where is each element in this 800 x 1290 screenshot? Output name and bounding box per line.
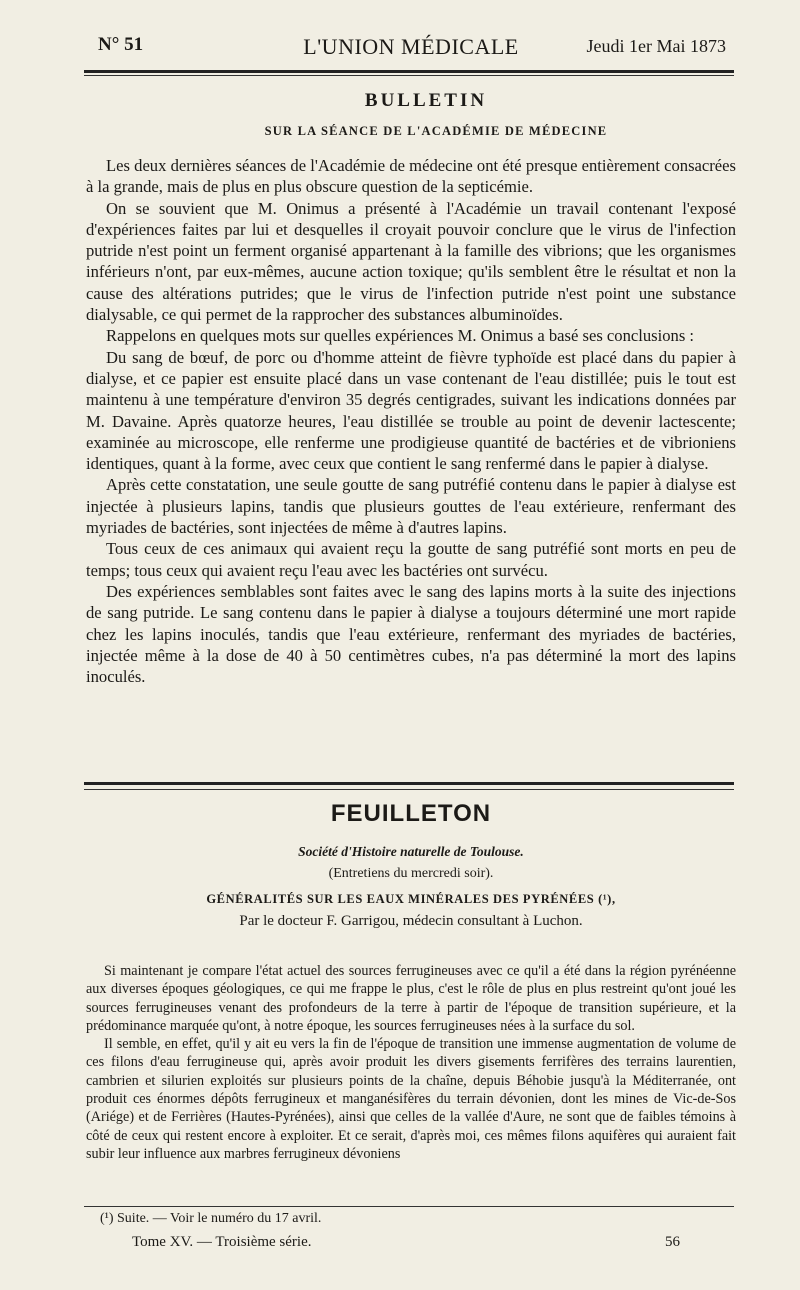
bulletin-paragraph: On se souvient que M. Onimus a présenté à l'Académie un travail contenant l'exposé d'expériences faites par lui et desquelles il croyait pouvoir conclure que le virus de l'infection putride n'est point un ferment organisé appartenant à la famille des vibrions; que les organismes inférieurs n'ont, par eux-mêmes, aucune action toxique; qu'ils semblent être le résultat et non la cause des altérations putrides; que le virus de l'infection putride n'est point une substance dialysable, ce qui permet de la rapprocher des substances albuminoïdes. [86, 198, 736, 325]
masthead-rule [84, 70, 734, 73]
feuilleton-header [86, 800, 736, 930]
feuilleton-rule [84, 782, 734, 785]
issue-number: N° 51 [98, 34, 144, 55]
society-note: (Entretiens du mercredi soir). [328, 866, 494, 881]
feuilleton-paragraph: Si maintenant je compare l'état actuel des sources ferrugineuses avec ce qu'il a été dans la région pyrénéenne aux diverses époques géologiques, ce qui me frappe le plus, c'est le rôle de plus en plus restreint qu'ont joué les sources ferrugineuses venant des profondeurs de la terre à partir de l'époque de transition supérieure, et la prédominance marquée qu'ont, à notre époque, les sources ferrugineuses nées à la surface du sol. [86, 963, 736, 1034]
feuilleton-title: FEUILLETON [330, 800, 492, 827]
masthead-rule-thin [84, 75, 734, 76]
feuilleton-rule-thin [84, 789, 734, 790]
journal-title: L'UNION MÉDICALE [303, 34, 519, 59]
bulletin-title: BULLETIN [364, 90, 488, 111]
feuilleton-paragraph: Il semble, en effet, qu'il y ait eu vers la fin de l'époque de transition une immense augmentation de volume de ces filons d'eau ferrugineuse qui, après avoir produit les divers gisements ferrifères des terrains laurentien, cambrien et silurien exploités sur plusieurs points de la chaîne, depuis Béhobie jusqu'à la Méditerranée, ont produit ces énormes dépôts ferrugineux et manganésifères du terrain dévonien, dont les mines de Vic-de-Sos (Ariége) et de Ferrières (Hautes-Pyrénées), ainsi que celles de la vallée d'Aure, ne sont que de faibles témoins à côté de ceux qui restent encore à exploiter. Et ce serait, d'après moi, ces mêmes filons aquifères qui auraient fait subir leur influence aux marbres ferrugineux dévoniens [86, 1036, 736, 1162]
bulletin-paragraph: Les deux dernières séances de l'Académie de médecine ont été presque entièrement consacrées à la grande, mais de plus en plus obscure question de la septicémie. [86, 156, 736, 197]
bulletin-paragraph: Après cette constatation, une seule goutte de sang putréfié contenu dans le papier à dialyse est injectée à plusieurs lapins, tandis que plusieurs gouttes de l'eau extérieure, renfermant des myriades de bactéries, sont injectées de même à d'autres lapins. [86, 475, 736, 538]
article-title: GÉNÉRALITÉS SUR LES EAUX MINÉRALES DES PYRÉNÉES (¹), [206, 892, 616, 906]
issue-date: Jeudi 1er Mai 1873 [586, 36, 726, 56]
bulletin-paragraph: Rappelons en quelques mots sur quelles expériences M. Onimus a basé ses conclusions : [106, 326, 695, 346]
feuilleton-text [86, 962, 736, 1163]
bulletin-text [86, 155, 736, 687]
bulletin-paragraph: Tous ceux de ces animaux qui avaient reçu la goutte de sang putréfié sont morts en peu de temps; tous ceux qui avaient reçu l'eau avec les bactéries ont survécu. [86, 539, 736, 580]
bulletin-header [86, 90, 736, 139]
bulletin-paragraph: Des expériences semblables sont faites avec le sang des lapins morts à la suite des injections de sang putride. Le sang contenu dans le papier à dialyse a toujours déterminé une mort rapide chez les lapins inoculés, tandis que l'eau extérieure, renfermant des myriades de bactéries, injectée même à la dose de 40 à 50 centimètres cubes, n'a pas déterminé la mort des lapins inoculés. [86, 581, 736, 687]
masthead [86, 34, 736, 62]
page-number: 56 [665, 1234, 680, 1250]
footnote: (¹) Suite. — Voir le numéro du 17 avril. [100, 1211, 322, 1226]
bulletin-subtitle: SUR LA SÉANCE DE L'ACADÉMIE DE MÉDECINE [264, 124, 608, 138]
tome-label: Tome XV. — Troisième série. [132, 1234, 312, 1250]
footnote-rule [84, 1206, 734, 1207]
society-name: Société d'Histoire naturelle de Toulouse. [298, 844, 524, 859]
author-line: Par le docteur F. Garrigou, médecin consultant à Luchon. [239, 913, 583, 929]
bulletin-paragraph: Du sang de bœuf, de porc ou d'homme atteint de fièvre typhoïde est placé dans du papier à dialyse, et ce papier est ensuite placé dans un vase contenant de l'eau distillée; puis le tout est maintenu à une température d'environ 35 degrés centigrades, suivant les indications données par M. Davaine. Après quatorze heures, l'eau distillée se trouble au point de devenir lactescente; examinée au microscope, elle renferme une prodigieuse quantité de bactéries et de vibrioniens identiques, quant à la forme, avec ceux que contient le sang renfermé dans le papier à dialyse. [86, 347, 736, 474]
